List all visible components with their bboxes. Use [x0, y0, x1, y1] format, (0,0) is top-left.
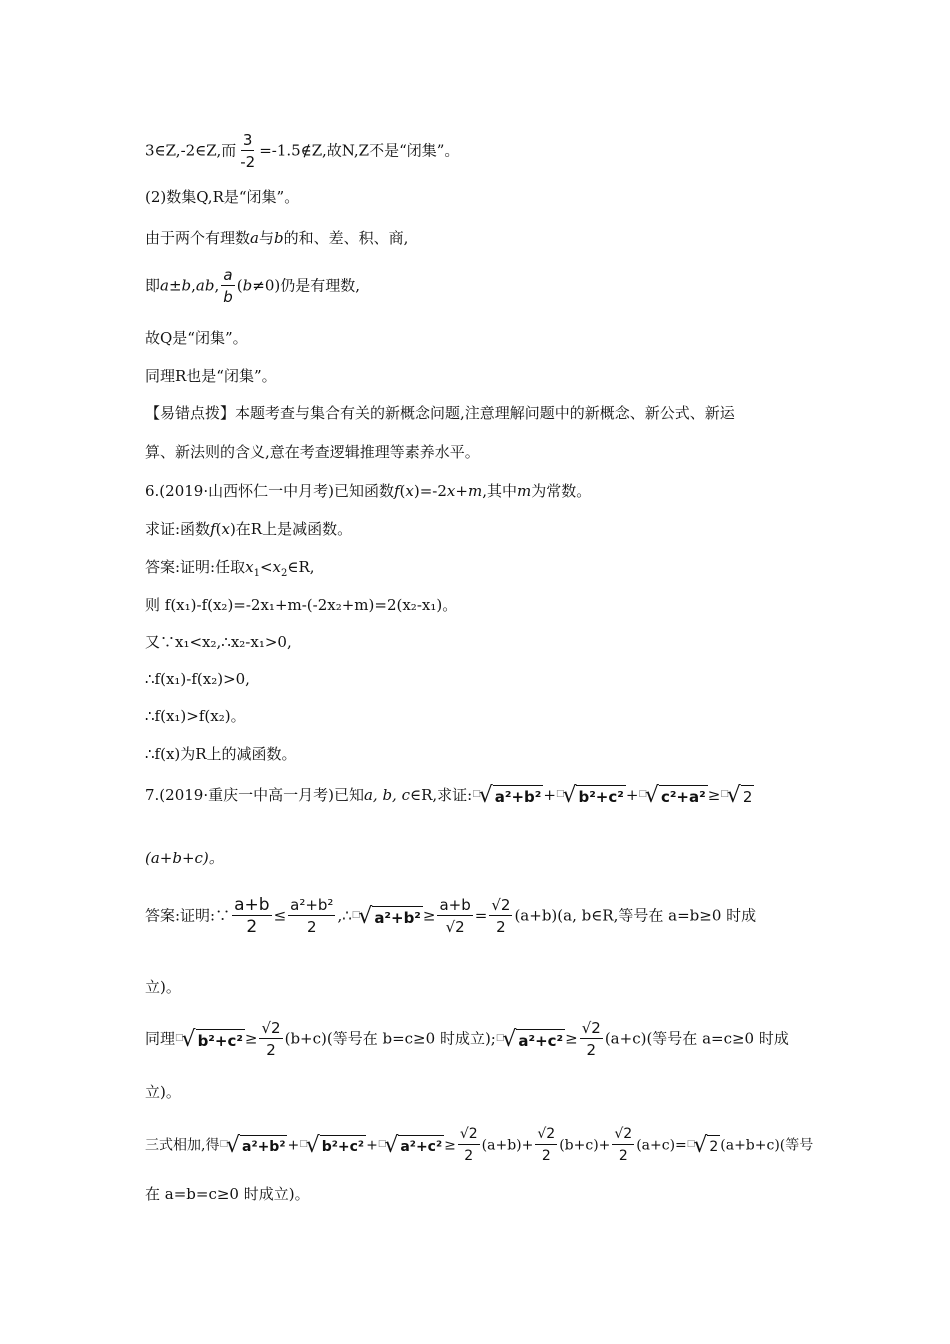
- text-line-20: 立)。: [145, 978, 181, 996]
- var: f: [393, 482, 400, 500]
- text-line-6: 同理R也是“闭集”。: [145, 367, 277, 385]
- denominator: 2: [307, 918, 317, 936]
- numerator: a: [223, 266, 233, 284]
- radicand: 2: [707, 1135, 720, 1158]
- text: (a+b+c)(等号: [720, 1137, 814, 1154]
- var: a: [250, 229, 259, 247]
- text-line-22: 立)。: [145, 1083, 181, 1101]
- var: ab: [195, 276, 215, 295]
- text-line-16: ∴f(x)为R上的减函数。: [145, 745, 297, 763]
- text: 即: [145, 276, 161, 295]
- text: =: [474, 906, 488, 925]
- text: 与: [258, 229, 274, 247]
- text: <: [259, 558, 273, 576]
- index-placeholder: □: [472, 789, 481, 799]
- text: 答案:证明:任取: [145, 558, 246, 576]
- text: (a+c)=: [636, 1137, 687, 1154]
- text: 7.(2019·重庆一中高一月考)已知: [145, 786, 364, 804]
- denominator: 2: [464, 1148, 474, 1164]
- fraction: [221, 265, 235, 308]
- text: ≥: [244, 1029, 258, 1048]
- fraction: [580, 1018, 603, 1061]
- index-placeholder: □: [555, 789, 565, 799]
- text: ,: [214, 276, 220, 295]
- text: 由于两个有理数: [145, 229, 251, 247]
- root-symbol: √: [726, 783, 741, 808]
- radical: [175, 1028, 245, 1052]
- radical: [496, 1028, 565, 1052]
- text: (a+c)(等号在 a=c≥0 时成: [604, 1029, 789, 1048]
- var: m: [467, 482, 483, 500]
- root-symbol: √: [693, 1132, 708, 1158]
- text: 3∈Z,-2∈Z,而: [145, 141, 237, 160]
- denominator: 2: [496, 918, 506, 936]
- var: f: [210, 520, 216, 538]
- fraction: [288, 895, 335, 938]
- text: ≥: [444, 1137, 456, 1154]
- text-line-18: (a+b+c)。: [145, 849, 224, 867]
- numerator: a²+b²: [290, 896, 334, 914]
- denominator: 2: [246, 917, 258, 937]
- text: +: [366, 1137, 378, 1154]
- text-line-11: [145, 557, 315, 584]
- radicand: a²+b²: [240, 1135, 287, 1158]
- text: (a+b)(a, b∈R,等号在 a=b≥0 时成: [514, 906, 757, 925]
- text-line-19: [145, 895, 756, 938]
- fraction: [238, 130, 257, 173]
- text: 为常数。: [531, 482, 592, 500]
- text: ≥: [422, 906, 436, 925]
- text: ,∴: [337, 906, 352, 925]
- text: (b+c)(等号在 b=c≥0 时成立);: [284, 1029, 496, 1048]
- text-line-4: [145, 265, 360, 308]
- fraction: [458, 1124, 480, 1167]
- var: a±b: [160, 276, 192, 295]
- radical: [638, 784, 707, 808]
- index-placeholder: □: [351, 909, 361, 920]
- var: x: [446, 482, 456, 500]
- text: (b+c)+: [559, 1137, 611, 1154]
- text: 6.(2019·山西怀仁一中月考)已知函数: [145, 482, 394, 500]
- index-placeholder: □: [638, 789, 647, 799]
- text: ,其中: [482, 482, 517, 500]
- denominator: 2: [266, 1041, 276, 1059]
- fraction: [535, 1124, 557, 1167]
- var: b: [242, 276, 253, 295]
- root-symbol: √: [384, 1132, 399, 1158]
- text: ≥: [707, 786, 721, 804]
- root-symbol: √: [225, 1132, 240, 1158]
- radicand: a²+b²: [372, 906, 423, 929]
- text-line-8: 算、新法则的含义,意在考查逻辑推理等素养水平。: [145, 443, 480, 461]
- text: 求证:函数: [145, 520, 211, 538]
- text-line-12: 则 f(x₁)-f(x₂)=-2x₁+m-(-2x₂+m)=2(x₂-x₁)。: [145, 596, 458, 614]
- text-line-5: 故Q是“闭集”。: [145, 329, 248, 347]
- radical: [378, 1134, 444, 1158]
- numerator: √2: [458, 1124, 480, 1145]
- numerator: 3: [242, 131, 253, 149]
- index-placeholder: □: [686, 1138, 696, 1149]
- text: )=-2: [413, 482, 447, 500]
- denominator: -2: [240, 153, 256, 171]
- numerator: √2: [491, 896, 511, 914]
- fraction: [437, 895, 472, 938]
- radicand: b²+c²: [576, 785, 625, 808]
- fraction: [489, 895, 512, 938]
- text: =-1.5∉Z,故N,Z不是“闭集”。: [259, 141, 460, 160]
- fraction: [232, 895, 271, 938]
- index-placeholder: □: [720, 789, 729, 799]
- root-symbol: √: [478, 783, 493, 808]
- text: 三式相加,得: [145, 1137, 220, 1154]
- text-line-17: 7.(2019·重庆一中高一月考)已知a, b, c∈R,求证: □ √ a²+b² + □ √ b²+c² + □ √ c²+a² ≥ □ √ 2: [145, 783, 753, 808]
- index-placeholder: □: [219, 1138, 228, 1149]
- root-symbol: √: [181, 1026, 196, 1052]
- text: (: [399, 482, 406, 500]
- radicand: a²+c²: [516, 1029, 565, 1052]
- text: 答案:证明:∵: [145, 906, 231, 925]
- radical: [472, 784, 543, 808]
- text-line-21: [145, 1018, 789, 1061]
- root-symbol: √: [305, 1132, 320, 1158]
- radical: [352, 905, 423, 929]
- text: (a+b)+: [481, 1137, 534, 1154]
- text-line-9: [145, 481, 591, 501]
- radical: [720, 784, 754, 808]
- radicand: a²+c²: [398, 1135, 444, 1158]
- numerator: √2: [535, 1124, 557, 1145]
- text: +: [455, 482, 468, 500]
- numerator: √2: [261, 1019, 281, 1037]
- text-line-13: 又∵x₁<x₂,∴x₂-x₁>0,: [145, 633, 292, 651]
- subscript: 2: [281, 568, 288, 579]
- text: )在R上是减函数。: [229, 520, 353, 538]
- radicand: b²+c²: [196, 1029, 245, 1052]
- text-line-3: [145, 228, 408, 248]
- numerator: a+b: [439, 896, 471, 914]
- radical: [556, 784, 626, 808]
- text-line-1: [145, 130, 459, 173]
- text: ∈R,求证:: [410, 786, 473, 804]
- denominator: 2: [618, 1148, 628, 1164]
- var: x: [221, 520, 230, 538]
- radicand: c²+a²: [659, 785, 708, 808]
- root-symbol: √: [562, 783, 577, 808]
- text: +: [287, 1137, 300, 1154]
- root-symbol: √: [502, 1026, 517, 1052]
- denominator: b: [223, 288, 233, 306]
- denominator: 2: [586, 1041, 597, 1059]
- index-placeholder: □: [299, 1138, 308, 1149]
- numerator: a+b: [234, 895, 270, 915]
- text-line-10: [145, 519, 352, 539]
- fraction: [259, 1018, 282, 1061]
- var: b: [273, 229, 284, 247]
- root-symbol: √: [644, 783, 659, 808]
- text: (: [236, 276, 243, 295]
- denominator: √2: [445, 918, 465, 936]
- text: ≥: [565, 1029, 578, 1048]
- text: ,: [191, 276, 196, 295]
- fraction: [612, 1124, 634, 1167]
- text: 的和、差、积、商,: [283, 229, 409, 247]
- var: a, b, c: [363, 786, 410, 804]
- text-line-15: ∴f(x₁)>f(x₂)。: [145, 707, 246, 725]
- radicand: b²+c²: [320, 1135, 366, 1158]
- index-placeholder: □: [175, 1032, 184, 1043]
- radical: [299, 1134, 366, 1158]
- text: (: [215, 520, 222, 538]
- var: x: [272, 558, 281, 576]
- var: x: [405, 482, 414, 500]
- text-line-14: ∴f(x₁)-f(x₂)>0,: [145, 670, 250, 688]
- denominator: 2: [541, 1148, 551, 1164]
- radicand: 2: [741, 785, 755, 808]
- var: x: [245, 558, 254, 576]
- numerator: √2: [581, 1019, 601, 1037]
- text: ≠0)仍是有理数,: [252, 276, 360, 295]
- text: ∈R,: [287, 558, 315, 576]
- radical: [687, 1134, 720, 1158]
- text: 同理: [145, 1029, 176, 1048]
- subscript: 1: [253, 568, 260, 579]
- text: ≤: [273, 906, 287, 925]
- index-placeholder: □: [377, 1138, 387, 1149]
- text-line-23: [145, 1124, 813, 1167]
- radicand: a²+b²: [493, 785, 544, 808]
- var: m: [516, 482, 532, 500]
- root-symbol: √: [358, 903, 373, 929]
- numerator: √2: [612, 1124, 634, 1145]
- text-line-2: (2)数集Q,R是“闭集”。: [145, 188, 300, 206]
- text-line-24: 在 a=b=c≥0 时成立)。: [145, 1185, 310, 1203]
- index-placeholder: □: [495, 1032, 505, 1043]
- text-line-7: 【易错点拨】本题考查与集合有关的新概念问题,注意理解问题中的新概念、新公式、新运: [145, 404, 735, 422]
- radical: [219, 1134, 287, 1158]
